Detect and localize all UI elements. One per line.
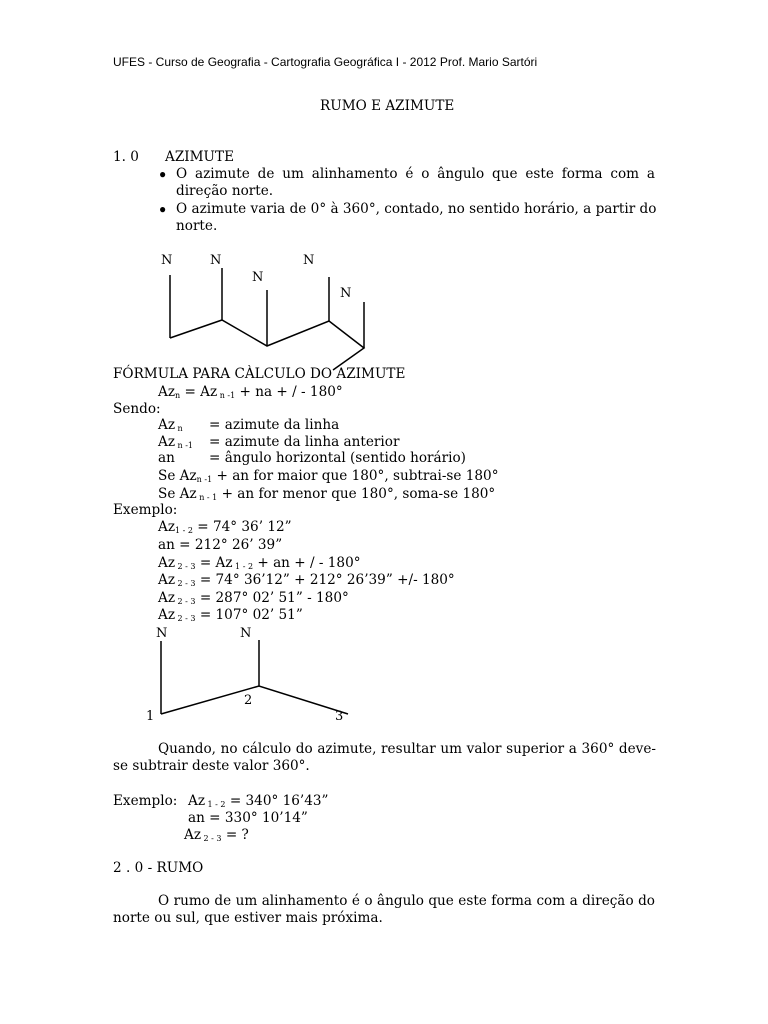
bullet-icon: ● — [159, 167, 167, 181]
example-line: Az $_{2 - 3}$ = ? — [184, 827, 249, 843]
example-line: Az $_{2 - 3}$ = 287° 02’ 51” - 180° — [158, 590, 349, 606]
rumo-line-2: norte ou sul, que estiver mais próxima. — [113, 910, 383, 926]
definition-term: Az $_{n -1}$ — [158, 434, 194, 450]
formula-heading: FÓRMULA PARA CÀLCULO DO AZIMUTE — [113, 366, 406, 382]
north-label: N — [252, 270, 264, 285]
north-label: N — [303, 253, 315, 268]
bullet-2-line-2: norte. — [176, 218, 218, 234]
example-line: Az $_{2 - 3}$ = 107° 02’ 51” — [158, 607, 303, 623]
page-header: UFES - Curso de Geografia - Cartografia Geográfica I - 2012 Prof. Mario Sartóri — [113, 55, 538, 69]
bullet-2-line-1: O azimute varia de 0° à 360°, contado, no sentido horário, a partir do — [176, 201, 657, 217]
north-label: N — [240, 626, 252, 641]
bullet-1-line-2: direção norte. — [176, 183, 274, 199]
section-heading-azimute: AZIMUTE — [165, 149, 234, 165]
formula-equation: $Az_n = Az$ $_{n -1}$ + na + / - 180° — [158, 384, 343, 400]
example-line: Az $_{2 - 3}$ = Az $_{1 - 2}$ + an + / - 180° — [158, 555, 361, 571]
section-heading-rumo: 2 . 0 - RUMO — [113, 860, 204, 876]
definition-term: Az $_n$ — [158, 417, 183, 433]
rumo-line-1: O rumo de um alinhamento é o ângulo que este forma com a direção do — [158, 893, 655, 909]
definition-text: = ângulo horizontal (sentido horário) — [209, 450, 466, 466]
definition-text: = azimute da linha — [209, 417, 340, 433]
rule-line: Se Az $_{n - 1}$ + an for menor que 180°, soma-se 180° — [158, 486, 496, 502]
note-line-2: se subtrair deste valor 360°. — [113, 758, 310, 774]
north-label: N — [340, 286, 352, 301]
bullet-icon: ● — [159, 202, 167, 216]
sendo-label: Sendo: — [113, 401, 161, 417]
example-line: an = 212° 26’ 39” — [158, 537, 283, 553]
example-label: Exemplo: — [113, 793, 178, 809]
example-line: Az $_{2 - 3}$ = 74° 36’12” + 212° 26’39” +/- 180° — [158, 572, 455, 588]
example-line: $Az_{1 - 2} = 74^\circ$ 36’ 12” — [158, 519, 292, 535]
page-title: RUMO E AZIMUTE — [320, 98, 455, 114]
definition-text: = azimute da linha anterior — [209, 434, 400, 450]
definition-term: an — [158, 450, 175, 466]
section-number-1: 1. 0 — [113, 149, 139, 165]
north-label: N — [161, 253, 173, 268]
note-line-1: Quando, no cálculo do azimute, resultar um valor superior a 360° deve- — [158, 741, 656, 757]
north-label: N — [210, 253, 222, 268]
point-label-2: 2 — [244, 693, 253, 708]
point-label-1: 1 — [146, 709, 155, 724]
bullet-1-line-1: O azimute de um alinhamento é o ângulo que este forma com a — [176, 166, 655, 182]
example-line: an = 330° 10’14” — [188, 810, 308, 826]
example-line: Az $_{1 - 2}$ = 340° 16’43” — [188, 793, 329, 809]
point-label-3: 3 — [335, 709, 344, 724]
north-label: N — [156, 626, 168, 641]
rule-line: Se $Az_{n -1}$ + an for maior que 180°, subtrai-se 180° — [158, 468, 499, 484]
example-label: Exemplo: — [113, 502, 178, 518]
